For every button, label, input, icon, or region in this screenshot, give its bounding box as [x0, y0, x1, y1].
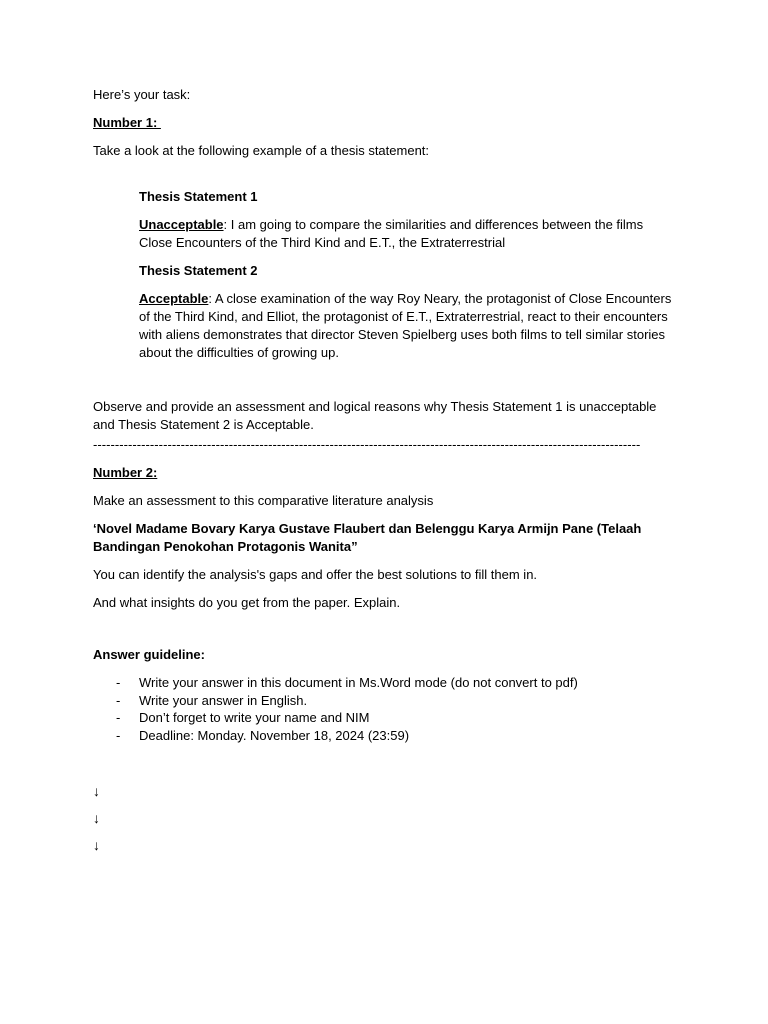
guideline-heading: Answer guideline: — [93, 647, 205, 662]
paper-title: ‘Novel Madame Bovary Karya Gustave Flaubert dan Belenggu Karya Armijn Pane (Telaah Bandingan Penokohan Protagonis Wanita” — [93, 521, 642, 554]
thesis2-text: : A close examination of the way Roy Neary, the protagonist of Close Encounters of the Third Kind, and Elliot, the protagonist of E.T., Extraterrestrial, react to their encounters with aliens demonstrates that director Steven Spielberg uses both films to tell similar stories about the difficulties of growing up. — [139, 291, 672, 360]
document-page — [93, 86, 673, 863]
spacer — [93, 744, 673, 782]
bullet-dash: - — [116, 710, 121, 725]
spacer — [93, 372, 673, 398]
guideline-list — [93, 674, 673, 744]
thesis1-label: Unacceptable — [139, 217, 224, 232]
guideline-item-text: Don’t forget to write your name and NIM — [139, 710, 370, 725]
thesis2-title: Thesis Statement 2 — [139, 263, 258, 278]
list-item — [93, 692, 673, 710]
bullet-dash: - — [116, 692, 121, 708]
thesis1-text: : I am going to compare the similarities and differences between the films Close Encounters of the Third Kind and E.T., the Extraterrestrial — [139, 217, 644, 250]
bullet-dash: - — [116, 675, 121, 690]
guideline-item-text: Write your answer in this document in Ms.Word mode (do not convert to pdf) — [139, 675, 578, 690]
intro-text: Here’s your task: — [93, 87, 191, 102]
number2-task-gaps: You can identify the analysis's gaps and offer the best solutions to fill them in. — [93, 567, 538, 582]
number1-instruction: Observe and provide an assessment and logical reasons why Thesis Statement 1 is unacceptable and Thesis Statement 2 is Acceptable. — [93, 399, 657, 432]
thesis2-body — [139, 290, 673, 362]
bullet-dash: - — [116, 727, 121, 743]
guideline-item-text: Write your answer in English. — [139, 692, 308, 708]
section-divider: ----------------------------------------------------------------------------------------------------------------------------- — [93, 437, 641, 452]
spacer — [93, 170, 673, 188]
thesis1-body — [139, 216, 673, 252]
number1-prompt: Take a look at the following example of a thesis statement: — [93, 143, 430, 158]
spacer — [93, 622, 673, 646]
down-arrow-icon: ↓ — [93, 837, 100, 853]
guideline-item-text: Deadline: Monday. November 18, 2024 (23:59) — [139, 727, 410, 743]
thesis2-label: Acceptable — [139, 291, 209, 306]
number1-heading: Number 1: — [93, 115, 161, 130]
list-item — [93, 709, 673, 727]
number2-prompt: Make an assessment to this comparative literature analysis — [93, 493, 434, 508]
number2-task-insights: And what insights do you get from the paper. Explain. — [93, 595, 401, 610]
down-arrow-icon: ↓ — [93, 810, 100, 826]
thesis1-title: Thesis Statement 1 — [139, 189, 258, 204]
list-item — [93, 674, 673, 692]
thesis-block — [139, 188, 673, 362]
number2-heading: Number 2: — [93, 465, 158, 480]
down-arrow-icon: ↓ — [93, 783, 100, 799]
list-item — [93, 727, 673, 745]
